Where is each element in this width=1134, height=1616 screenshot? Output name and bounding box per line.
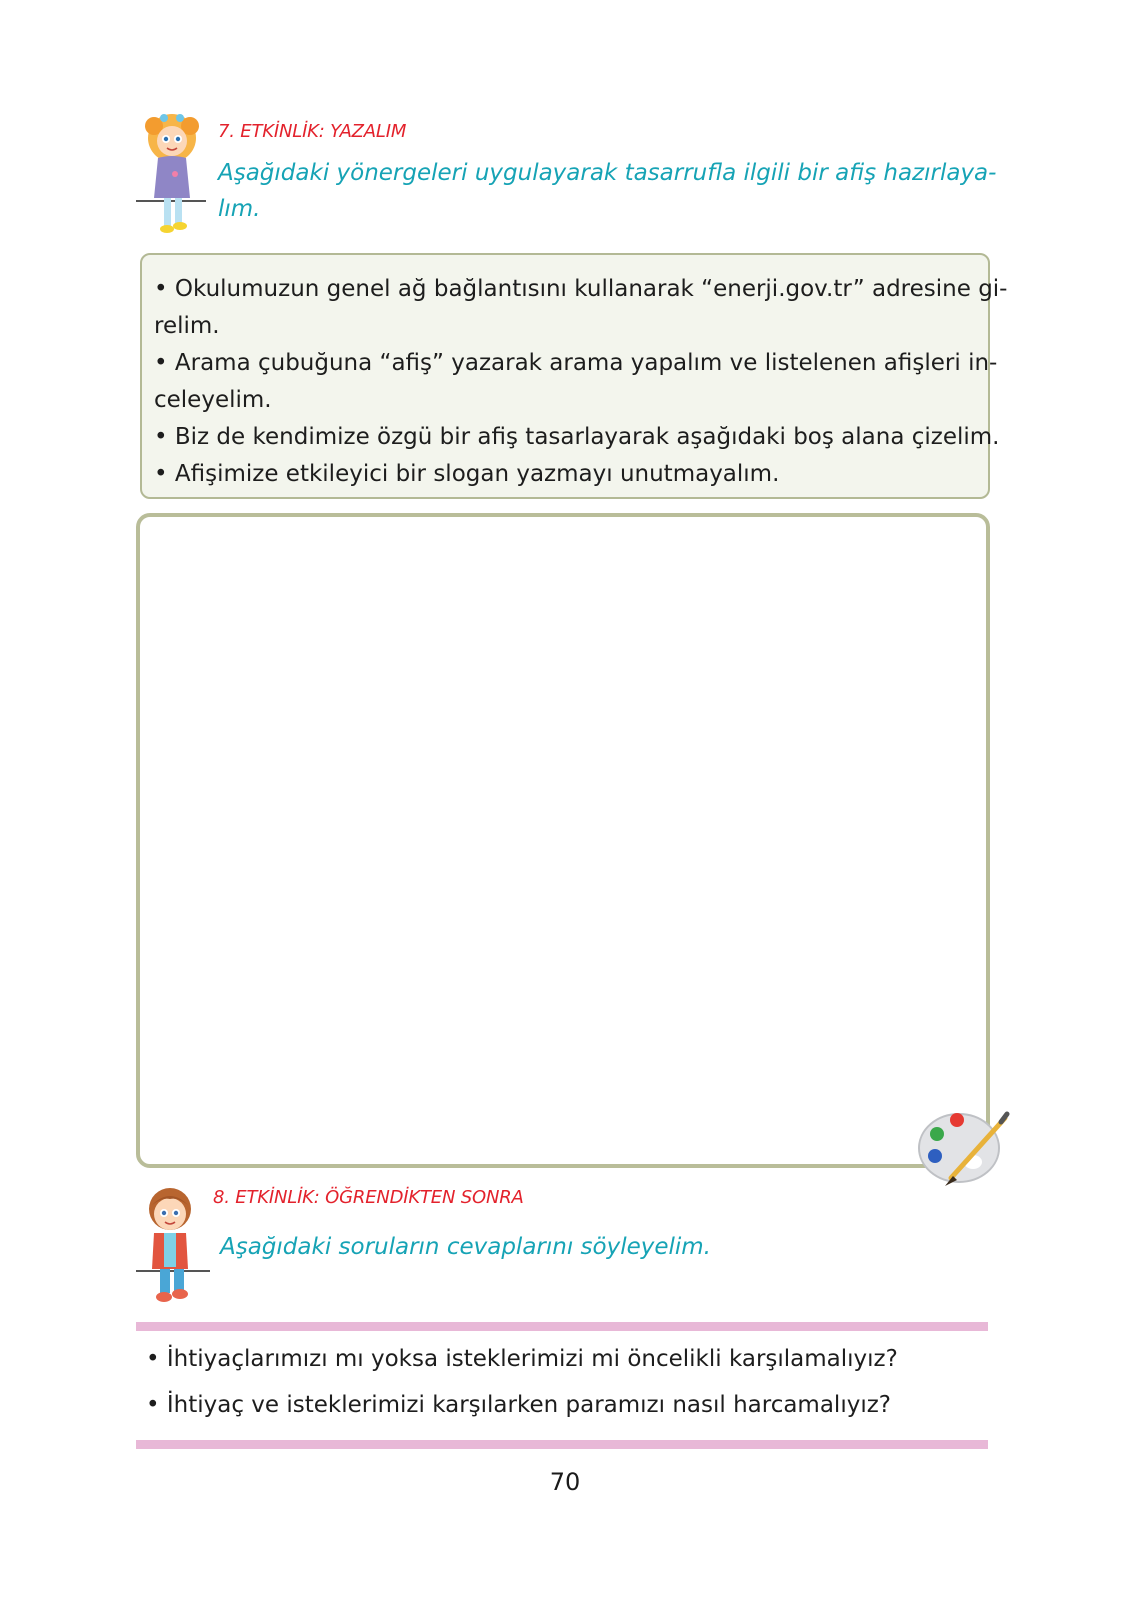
- boy-illustration: [134, 1183, 212, 1311]
- activity-7-subtitle-line-2: lım.: [218, 196, 261, 222]
- paint-palette-icon: [915, 1100, 1011, 1190]
- instructions-box: [140, 253, 1008, 499]
- instruction-line: • Okulumuzun genel ağ bağlantısını kullanarak “enerji.gov.tr” adresine gi-: [154, 276, 1008, 302]
- activity-8-title: 8. ETKİNLİK: ÖĞRENDİKTEN SONRA: [213, 1187, 524, 1208]
- pink-divider-top: [136, 1322, 988, 1331]
- activity-7-subtitle: [218, 155, 1018, 227]
- page-number: 70: [549, 1468, 581, 1496]
- instruction-line: relim.: [154, 313, 220, 339]
- pink-divider-bottom: [136, 1440, 988, 1449]
- instruction-line: • Biz de kendimize özgü bir afiş tasarlayarak aşağıdaki boş alana çizelim.: [154, 424, 1000, 450]
- instruction-line: • Arama çubuğuna “afiş” yazarak arama yapalım ve listelenen afişleri in-: [154, 350, 998, 376]
- question-item: • İhtiyaçlarımızı mı yoksa isteklerimizi mi öncelikli karşılamalıyız?: [146, 1346, 898, 1372]
- girl-illustration: [134, 108, 214, 240]
- instruction-line: celeyelim.: [154, 387, 272, 413]
- question-item: • İhtiyaç ve isteklerimizi karşılarken paramızı nasıl harcamalıyız?: [146, 1392, 891, 1418]
- instruction-line: • Afişimize etkileyici bir slogan yazmayı unutmayalım.: [154, 461, 780, 487]
- poster-drawing-area[interactable]: [136, 513, 990, 1168]
- activity-7-title: 7. ETKİNLİK: YAZALIM: [218, 121, 407, 142]
- activity-8-subtitle: Aşağıdaki soruların cevaplarını söyleyelim.: [220, 1234, 711, 1260]
- activity-7-subtitle-line-1: Aşağıdaki yönergeleri uygulayarak tasarrufla ilgili bir afiş hazırlaya-: [218, 160, 997, 186]
